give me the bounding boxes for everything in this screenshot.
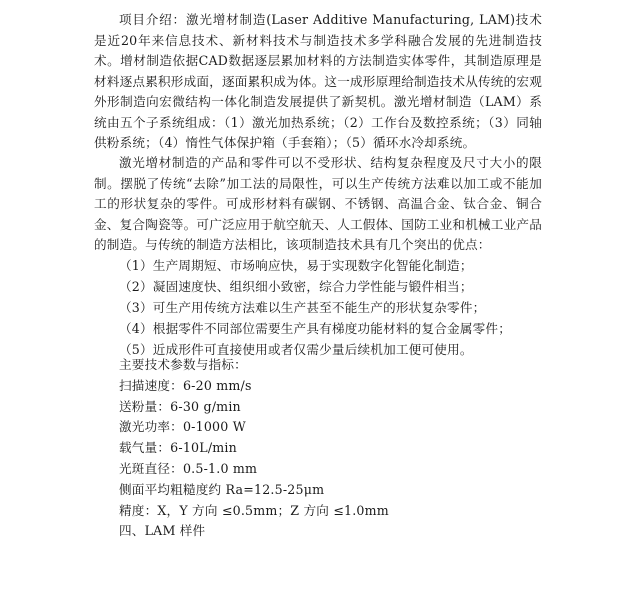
advantage-item: （2）凝固速度快、组织细小致密，综合力学性能与锻件相当；: [119, 279, 473, 294]
advantage-item: （3）可生产用传统方法难以生产甚至不能生产的形状复杂零件；: [119, 300, 486, 315]
param-line: 精度：X，Y 方向 ≤0.5mm；Z 方向 ≤1.0mm: [119, 502, 389, 518]
param-line: 光斑直径：0.5-1.0 mm: [119, 460, 258, 476]
param-line: 侧面平均粗糙度约 Ra=12.5-25μm: [119, 481, 325, 497]
param-line: 激光功率：0-1000 W: [119, 419, 246, 435]
advantage-item: （4）根据零件不同部位需要生产具有梯度功能材料的复合金属零件；: [119, 321, 512, 336]
advantages-paragraph: 激光增材制造的产品和零件可以不受形状、结构复杂程度及尺寸大小的限制。摆脱了传统“去除”加工法的局限性，可以生产传统方法难以加工或不能加工的形状复杂的零件。可成形材料有碳钢、不锈钢、高温合金、钛合金、铜合金、复合陶瓷等。可广泛应用于航空航天、人工假体、国防工业和机械工业产品的制造。与传统的制造方法相比，该项制造技术具有几个突出的优点：: [94, 155, 542, 252]
tech-params: [119, 355, 549, 542]
section-heading: 四、LAM 样件: [119, 523, 206, 539]
advantage-item: （5）近成形件可直接使用或者仅需少量后续机加工便可使用。: [119, 342, 473, 357]
param-line: 载气量：6-10L/min: [119, 440, 237, 456]
params-heading: 主要技术参数与指标：: [119, 357, 247, 372]
advantage-item: （1）生产周期短、市场响应快，易于实现数字化智能化制造；: [119, 258, 473, 273]
param-line: 扫描速度：6-20 mm/s: [119, 377, 252, 393]
intro-paragraph: 项目介绍：激光增材制造(Laser Additive Manufacturing, LAM)技术是近20年来信息技术、新材料技术与制造技术多学科融合发展的先进制造技术。增材制造依据CAD数据逐层累加材料的方法制造实体零件，其制造原理是材料逐点累积形成面，逐面累积成为体。这一成形原理给制造技术从传统的宏观外形制造向宏微结构一体化制造发展提供了新契机。激光增材制造（LAM）系统由五个子系统组成：（1）激光加热系统；（2）工作台及数控系统；（3）同轴供粉系统；（4）惰性气体保护箱（手套箱）；（5）循环水冷却系统。: [94, 12, 542, 150]
param-line: 送粉量：6-30 g/min: [119, 398, 241, 414]
advantages-list: [119, 255, 549, 360]
